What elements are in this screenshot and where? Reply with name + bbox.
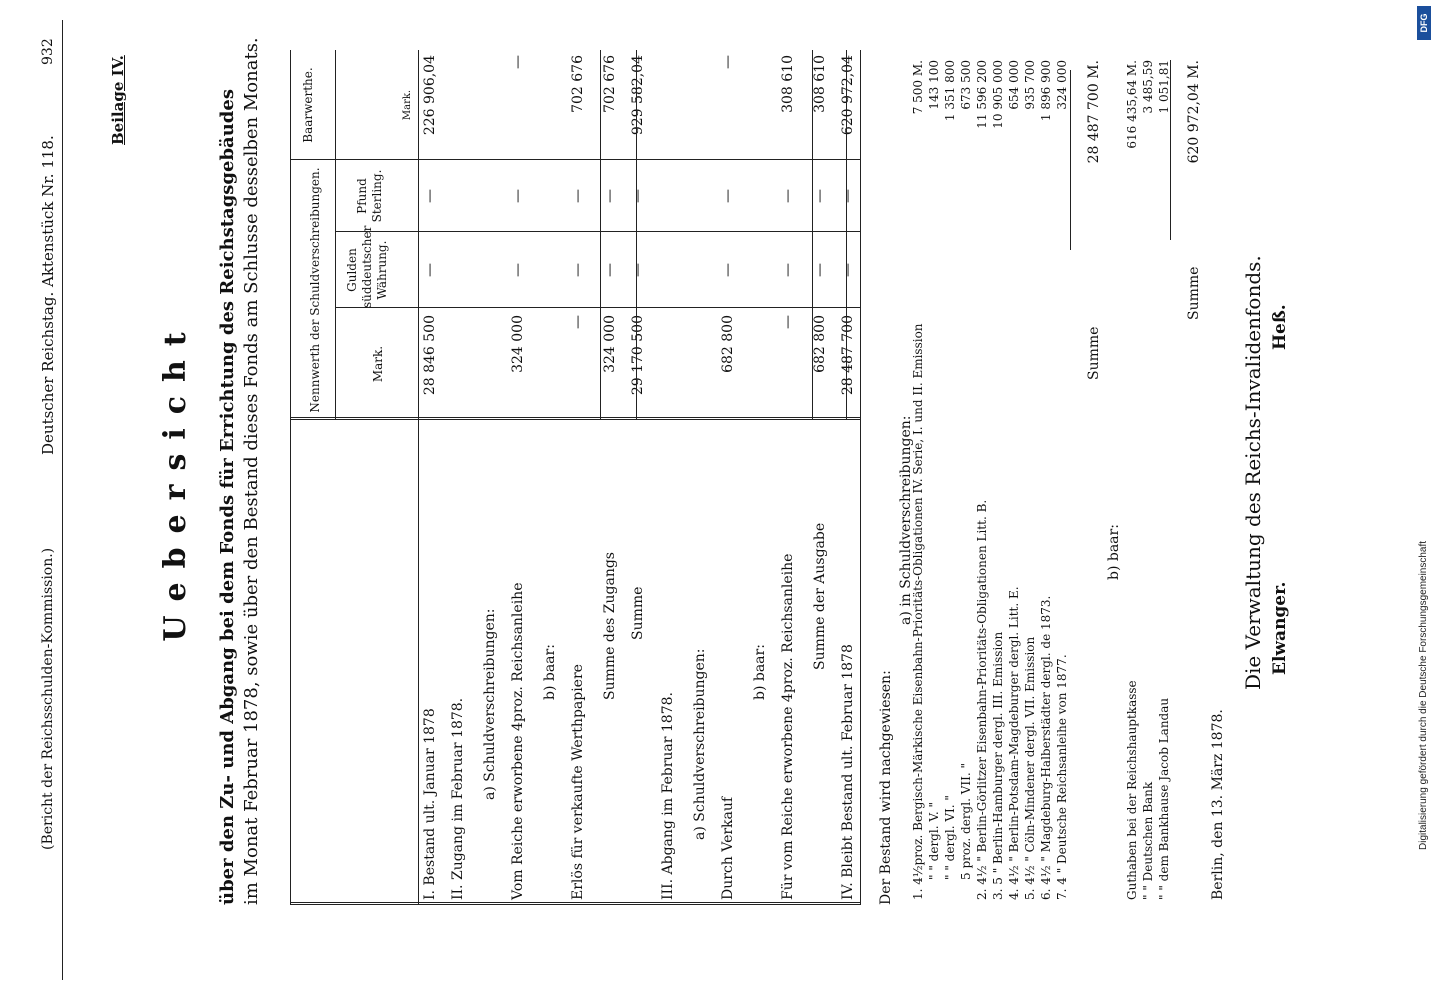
cell-baar: —: [720, 55, 736, 69]
table-bottom-rule: [860, 50, 861, 905]
cell-g: —: [840, 263, 856, 277]
group-header-rule: [335, 50, 336, 420]
cell-g: —: [602, 263, 618, 277]
sum-rule: [600, 50, 601, 420]
summe-b-label: Summe: [1186, 266, 1202, 320]
row-label: a) Schuldverschreibungen:: [692, 648, 708, 840]
bericht-note: (Bericht der Reichsschulden-Kommission.): [40, 547, 56, 850]
sum-rule: [636, 50, 637, 420]
header-bottom-rule: [418, 50, 419, 905]
row-label: b) baar:: [542, 644, 558, 700]
nachweis-b-heading: b) baar:: [1106, 524, 1122, 580]
cell-baar: —: [510, 55, 526, 69]
place-date: Berlin, den 13. März 1878.: [1210, 709, 1226, 900]
cell-p: —: [720, 189, 736, 203]
summe-a-label: Summe: [1086, 326, 1102, 380]
signature-hess: Heß.: [1270, 304, 1290, 350]
cell-g: —: [720, 263, 736, 277]
cell-baar: 308 610: [780, 55, 796, 113]
cell-p: —: [422, 189, 438, 203]
nachweis-item-label: " " dergl. VI. ": [943, 795, 957, 880]
cell-p: —: [840, 189, 856, 203]
table-left-rule: [290, 902, 860, 905]
cell-mark: 28 487 700: [840, 315, 856, 396]
cell-p: —: [570, 189, 586, 203]
nachweis-item-value: 935 700: [1023, 60, 1037, 110]
nachweis-item-value: 143 100: [927, 60, 941, 110]
baar-item-value: 3 485,59: [1141, 60, 1155, 114]
summe-a-value: 28 487 700 M.: [1086, 60, 1102, 164]
cell-g: —: [422, 263, 438, 277]
row-label: Durch Verkauf: [720, 796, 736, 900]
nachweis-item-label: 7. 4 " Deutsche Reichsanleihe von 1877.: [1055, 654, 1069, 900]
nachweis-item-value: 11 596 200: [975, 60, 989, 129]
nachweis-item-value: 673 500: [959, 60, 973, 110]
cell-p: —: [630, 189, 646, 203]
col-header-baar: Baarwerthe.: [301, 67, 315, 143]
title-line-1: über den Zu- und Abgang bei dem Fonds für Errichtung des Reichstagsgebäudes: [217, 89, 238, 905]
row-label: I. Bestand ult. Januar 1878: [422, 708, 438, 900]
cell-mark: —: [780, 315, 796, 329]
page-number: 932: [40, 38, 56, 65]
cell-p: —: [510, 189, 526, 203]
nachweis-item-value: 324 000: [1055, 60, 1069, 110]
cell-mark: 29 170 500: [630, 315, 646, 396]
sum-rule: [846, 50, 847, 420]
nachweis-item-label: 5. 4½ " Cöln-Mindener dergl. VII. Emission: [1023, 636, 1037, 900]
col-header-baar-unit: Mark.: [402, 89, 413, 121]
dfg-logo: [1417, 6, 1431, 40]
cell-mark: —: [570, 315, 586, 329]
baar-item-value: 616 435,64 M.: [1125, 60, 1139, 149]
row-label: a) Schuldverschreibungen:: [482, 608, 498, 800]
baar-item-label: " " Deutschen Bank: [1141, 781, 1155, 900]
group-header: Nennwerth der Schuldverschreibungen.: [308, 167, 322, 413]
title-line-2: im Monat Februar 1878, sowie über den Bestand dieses Fonds am Schlusse desselben Monats.: [241, 37, 262, 905]
beilage-label: Beilage IV.: [109, 55, 127, 145]
nachweis-a-heading: a) in Schuldverschreibungen:: [898, 415, 914, 625]
row-label: b) baar:: [752, 644, 768, 700]
nachweis-item-value: 10 905 000: [991, 60, 1005, 129]
col-header-gulden: Gulden süddeutscher Währung.: [345, 225, 389, 308]
nachweis-item-value: 7 500 M.: [911, 60, 925, 115]
cell-mark: 28 846 500: [422, 315, 438, 396]
cell-p: —: [812, 189, 828, 203]
cell-g: —: [570, 263, 586, 277]
cell-mark: 682 800: [720, 315, 736, 373]
cell-baar: 620 972,04: [840, 55, 856, 136]
nachweis-item-label: 1. 4½proz. Bergisch-Märkische Eisenbahn-Prioritäts-Obligationen IV. Serie, I. und II. Emission: [911, 323, 925, 900]
row-label: Vom Reiche erworbene 4proz. Reichsanleihe: [510, 582, 526, 900]
cell-baar: 929 582,04: [630, 55, 646, 136]
credit-text: Digitalisierung gefördert durch die Deutsche Forschungsgemeinschaft: [1418, 540, 1429, 850]
nachweis-item-label: 3. 5 " Berlin-Hamburger dergl. III. Emission: [991, 631, 1005, 900]
row-label: III. Abgang im Februar 1878.: [660, 692, 676, 900]
cell-mark: 324 000: [602, 315, 618, 373]
nachweis-item-value: 1 896 900: [1039, 60, 1053, 122]
header-rule: [62, 20, 63, 980]
row-label: Summe des Zugangs: [602, 552, 618, 700]
sum-rule: [812, 50, 813, 420]
cell-g: —: [510, 263, 526, 277]
summe-b-value: 620 972,04 M.: [1186, 60, 1202, 164]
cell-mark: 324 000: [510, 315, 526, 373]
nachweis-intro: Der Bestand wird nachgewiesen:: [878, 670, 894, 905]
nachweis-item-label: 6. 4½ " Magdeburg-Halberstädter dergl. de 1873.: [1039, 595, 1053, 900]
row-label: IV. Bleibt Bestand ult. Februar 1878: [840, 644, 856, 900]
verwaltung: Die Verwaltung des Reichs-Invalidenfonds.: [1241, 255, 1265, 690]
cell-baar: 702 676: [570, 55, 586, 113]
cell-g: —: [812, 263, 828, 277]
cell-g: —: [780, 263, 796, 277]
cell-p: —: [602, 189, 618, 203]
baar-item-label: Guthaben bei der Reichshauptkasse: [1125, 680, 1139, 900]
running-head: Deutscher Reichstag. Aktenstück Nr. 118.: [39, 135, 57, 455]
signature-elwanger: Elwanger.: [1270, 581, 1290, 675]
cell-baar: 226 906,04: [422, 55, 438, 136]
nachweis-item-label: 5 proz. dergl. VII. ": [959, 762, 973, 880]
baar-item-label: " " dem Bankhause Jacob Landau: [1157, 697, 1171, 900]
table-top-rule: [290, 50, 291, 905]
cell-baar: 702 676: [602, 55, 618, 113]
row-label: II. Zugang im Februar 1878.: [450, 697, 466, 900]
row-label: Erlös für verkaufte Werthpapiere: [570, 664, 586, 900]
digitization-credit: [1416, 0, 1432, 1000]
title-main: Uebersicht: [158, 318, 193, 642]
nachweis-item-label: " " dergl. V. ": [927, 801, 941, 880]
cell-baar: 308 610: [812, 55, 828, 113]
row-label: Summe: [630, 586, 646, 640]
row-label: Für vom Reiche erworbene 4proz. Reichsanleihe: [780, 553, 796, 900]
summe-a-rule: [1070, 70, 1071, 250]
nachweis-item-value: 1 351 800: [943, 60, 957, 122]
cell-p: —: [780, 189, 796, 203]
summe-b-rule: [1170, 60, 1171, 240]
dfg-logo-text: DFG: [1419, 13, 1429, 33]
cell-mark: 682 800: [812, 315, 828, 373]
baar-item-value: 1 051,81: [1157, 60, 1171, 114]
cell-g: —: [630, 263, 646, 277]
col-header-pfund: Pfund Sterling.: [355, 169, 384, 223]
nachweis-item-value: 654 000: [1007, 60, 1021, 110]
col-header-mark: Mark.: [371, 345, 385, 383]
nachweis-item-label: 2. 4½ " Berlin-Görlitzer Eisenbahn-Prioritäts-Obligationen Litt. B.: [975, 499, 989, 900]
nachweis-item-label: 4. 4½ " Berlin-Potsdam-Magdeburger dergl. Litt. E.: [1007, 586, 1021, 900]
row-label: Summe der Ausgabe: [812, 522, 828, 670]
